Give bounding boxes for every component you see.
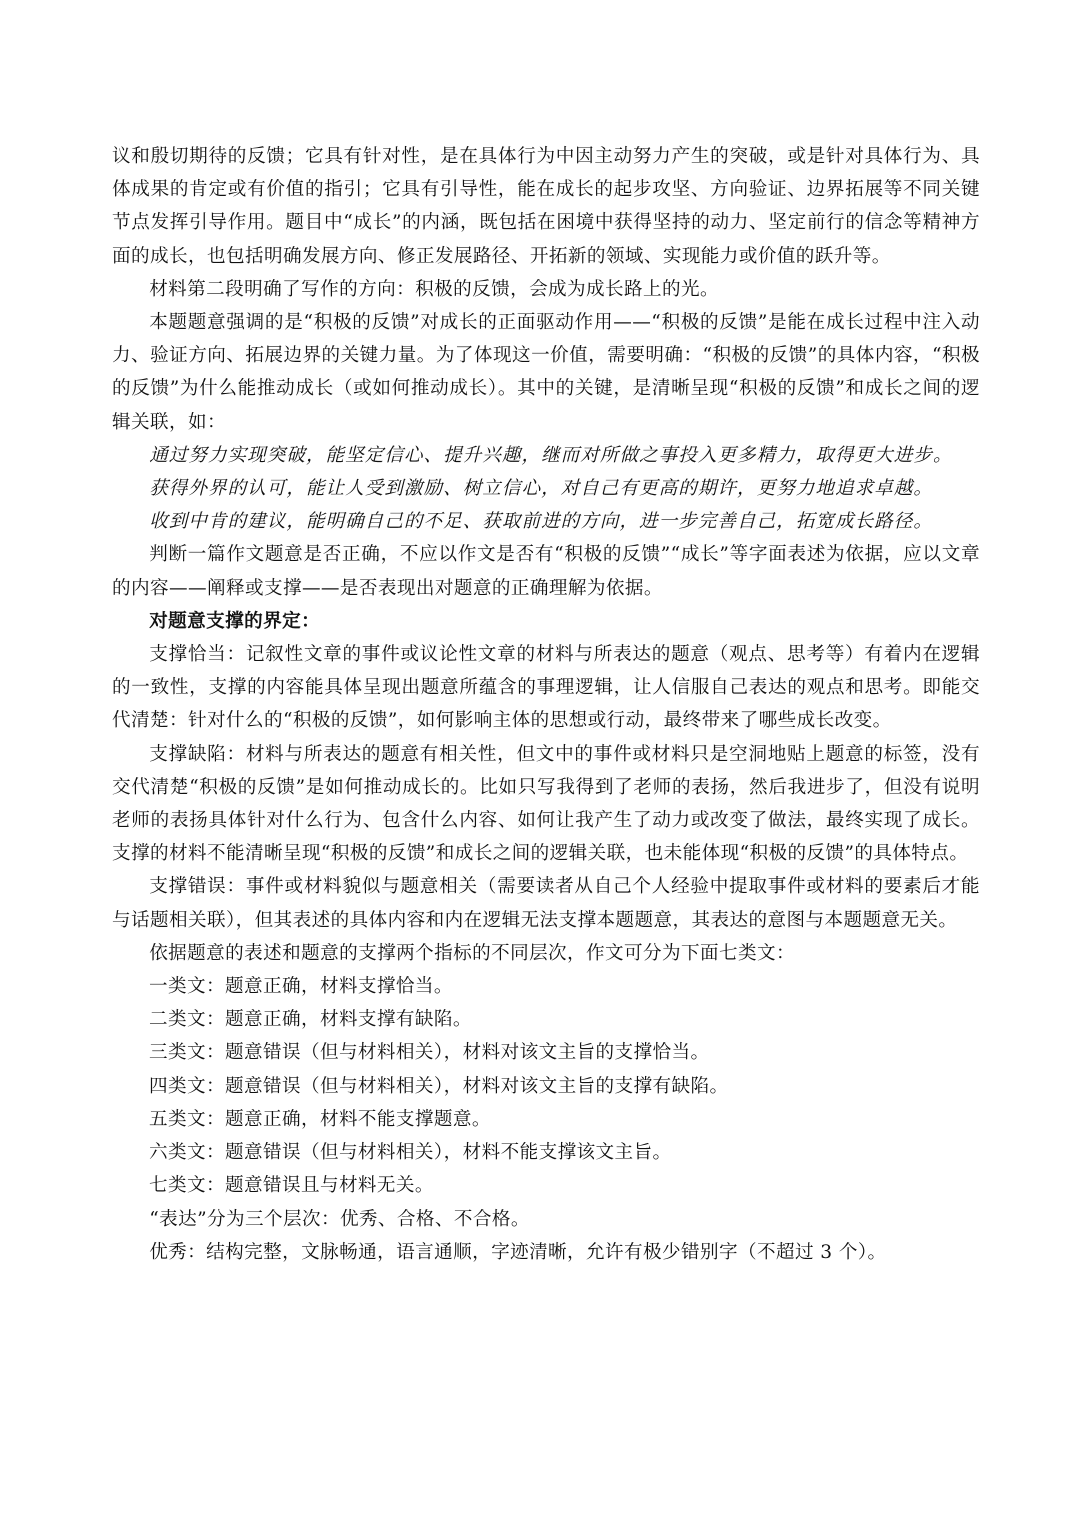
example-line-3: 收到中肯的建议，能明确自己的不足、获取前进的方向，进一步完善自己，拓宽成长路径。	[149, 511, 933, 533]
paragraph-support-defective: 支撑缺陷：材料与所表达的题意有相关性，但文中的事件或材料只是空洞地贴上题意的标签，没有交代清楚“积极的反馈”是如何推动成长的。比如只写我得到了老师的表扬，然后我进步了，但没有说明老师的表扬具体针对什么行为、包含什么内容、如何让我产生了动力或改变了做法，最终实现了成长。支撑的材料不能清晰呈现“积极的反馈”和成长之间的逻辑关联，也未能体现“积极的反馈”的具体特点。	[112, 743, 980, 865]
category-5: 五类文：题意正确，材料不能支撑题意。	[149, 1108, 491, 1130]
paragraph-writing-direction: 材料第二段明确了写作的方向：积极的反馈，会成为成长路上的光。	[149, 278, 720, 300]
paragraph-seven-categories-intro: 依据题意的表述和题意的支撑两个指标的不同层次，作文可分为下面七类文：	[149, 942, 795, 964]
example-line-2: 获得外界的认可，能让人受到激励、树立信心，对自己有更高的期许，更努力地追求卓越。	[149, 478, 933, 500]
category-6: 六类文：题意错误（但与材料相关），材料不能支撑该文主旨。	[149, 1142, 672, 1164]
paragraph-support-appropriate: 支撑恰当：记叙性文章的事件或议论性文章的材料与所表达的题意（观点、思考等）有着内在逻辑的一致性，支撑的内容能具体呈现出题意所蕴含的事理逻辑，让人信服自己表达的观点和思考。即能交代清楚：针对什么的“积极的反馈”，如何影响主体的思想或行动，最终带来了哪些成长改变。	[112, 644, 980, 732]
paragraph-support-wrong: 支撑错误：事件或材料貌似与题意相关（需要读者从自己个人经验中提取事件或材料的要素后才能与话题相关联），但其表述的具体内容和内在逻辑无法支撑本题题意，其表达的意图与本题题意无关。	[112, 876, 980, 931]
paragraph-feedback-definition: 议和殷切期待的反馈；它具有针对性，是在具体行为中因主动努力产生的突破，或是针对具体行为、具体成果的肯定或有价值的指引；它具有引导性，能在成长的起步攻坚、方向验证、边界拓展等不同关键节点发挥引导作用。题目中“成长”的内涵，既包括在困境中获得坚持的动力、坚定前行的信念等精神方面的成长，也包括明确发展方向、修正发展路径、开拓新的领域、实现能力或价值的跃升等。	[112, 146, 980, 267]
example-line-1: 通过努力实现突破，能坚定信心、提升兴趣，继而对所做之事投入更多精力，取得更大进步。	[149, 444, 953, 466]
category-3: 三类文：题意错误（但与材料相关），材料对该文主旨的支撑恰当。	[149, 1042, 710, 1064]
category-4: 四类文：题意错误（但与材料相关），材料对该文主旨的支撑有缺陷。	[149, 1075, 729, 1097]
paragraph-judgement-basis: 判断一篇作文题意是否正确，不应以作文是否有“积极的反馈”“成长”等字面表述为依据，应以文章的内容——阐释或支撑——是否表现出对题意的正确理解为依据。	[112, 544, 980, 599]
category-7: 七类文：题意错误且与材料无关。	[149, 1175, 434, 1197]
heading-support-definition: 对题意支撑的界定：	[149, 610, 321, 632]
category-1: 一类文：题意正确，材料支撑恰当。	[149, 976, 453, 998]
category-2: 二类文：题意正确，材料支撑有缺陷。	[149, 1009, 472, 1031]
paragraph-expression-excellent: 优秀：结构完整，文脉畅通，语言通顺，字迹清晰，允许有极少错别字（不超过 3 个）。	[149, 1241, 887, 1263]
paragraph-topic-emphasis: 本题题意强调的是“积极的反馈”对成长的正面驱动作用——“积极的反馈”是能在成长过程中注入动力、验证方向、拓展边界的关键力量。为了体现这一价值，需要明确：“积极的反馈”的具体内容，“积极的反馈”为什么能推动成长（或如何推动成长）。其中的关键，是清晰呈现“积极的反馈”和成长之间的逻辑关联，如：	[112, 312, 980, 433]
paragraph-expression-levels: “表达”分为三个层次：优秀、合格、不合格。	[149, 1208, 530, 1230]
